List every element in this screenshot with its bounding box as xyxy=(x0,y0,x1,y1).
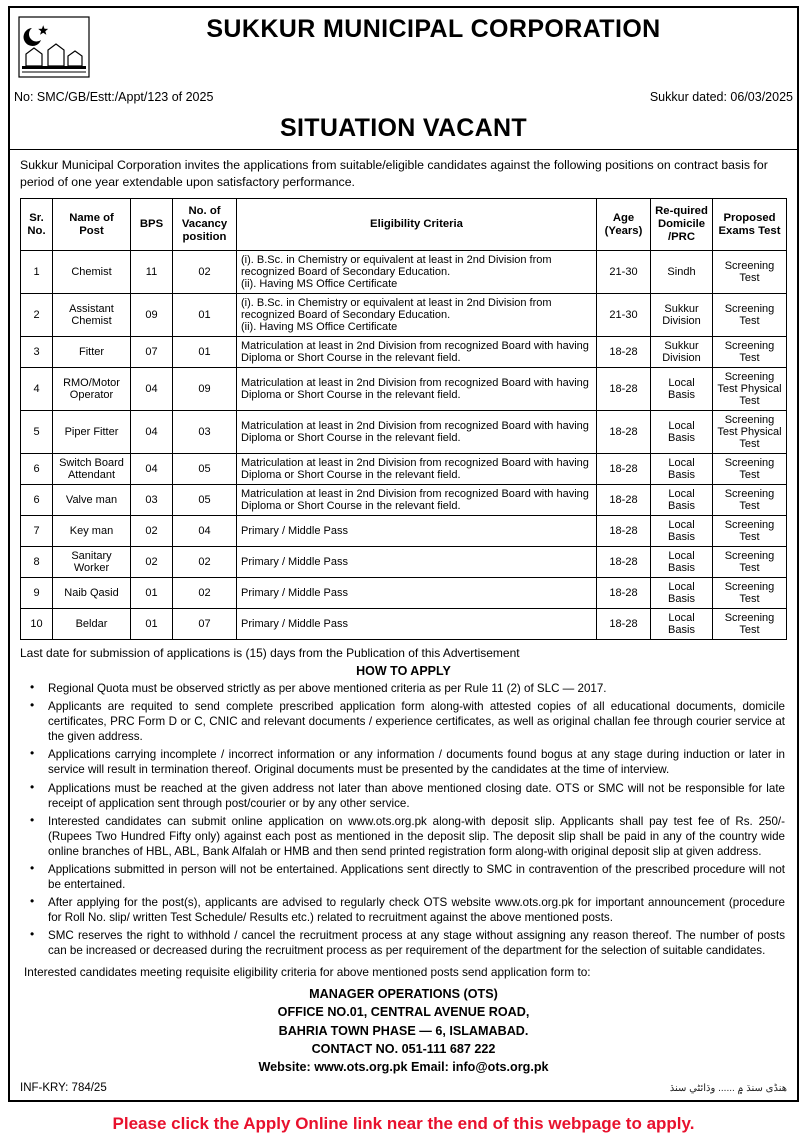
table-row xyxy=(21,547,787,578)
cell-exam: Screening Test xyxy=(713,454,787,485)
cell-sr-no: 4 xyxy=(21,368,53,411)
col-vacancy-position: No. of Vacancy position xyxy=(173,199,237,251)
cell-bps: 11 xyxy=(131,251,173,294)
cell-exam: Screening Test xyxy=(713,609,787,640)
apply-point: • Applications must be reached at the given address not later than above mentioned closing date. OTS or SMC will not be responsible for late receipt of application sent through post/courier or by any other service. xyxy=(38,781,785,811)
cell-post: Switch Board Attendant xyxy=(53,454,131,485)
table-row xyxy=(21,368,787,411)
apply-point: • After applying for the post(s), applicants are advised to regularly check OTS website www.ots.org.pk for important announcement (procedure for Roll No. slip/ written Test Schedule/ Results etc.) related to recruitment against the above mentioned posts. xyxy=(38,895,785,925)
table-row xyxy=(21,294,787,337)
cell-exam: Screening Test xyxy=(713,251,787,294)
apply-point: • Applicants are requited to send complete prescribed application form along-with attested copies of all educational documents, domicile certificates, PRC Form D or C, CNIC and relevant documents / experience certificates, as well as original challan fee through courier service at the given address. xyxy=(38,699,785,744)
cell-domicile: Local Basis xyxy=(651,411,713,454)
cell-vacancies: 02 xyxy=(173,251,237,294)
cell-exam: Screening Test Physical Test xyxy=(713,411,787,454)
cell-age: 18-28 xyxy=(597,578,651,609)
col-bps: BPS xyxy=(131,199,173,251)
cell-sr-no: 6 xyxy=(21,454,53,485)
cell-exam: Screening Test xyxy=(713,337,787,368)
table-row xyxy=(21,609,787,640)
cell-post: Beldar xyxy=(53,609,131,640)
intro-paragraph: Sukkur Municipal Corporation invites the applications from suitable/eligible candidates against the following positions on contract basis for period of one year extendable upon satisfactory performance. xyxy=(20,158,768,189)
cell-vacancies: 07 xyxy=(173,609,237,640)
cell-bps: 01 xyxy=(131,578,173,609)
cell-age: 21-30 xyxy=(597,294,651,337)
table-row xyxy=(21,454,787,485)
reference-number: No: SMC/GB/Estt:/Appt/123 of 2025 xyxy=(14,90,214,104)
cell-eligibility: Matriculation at least in 2nd Division from recognized Board with having Diploma or Short Course in the relevant field. xyxy=(237,485,597,516)
table-head xyxy=(21,199,787,251)
cell-sr-no: 8 xyxy=(21,547,53,578)
cell-bps: 01 xyxy=(131,609,173,640)
apply-point: • Interested candidates can submit online application on www.ots.org.pk along-with deposit slip. Applicants shall pay test fee of Rs. 250/- (Rupees Two Hundred Fifty only) against each post as mentioned in the deposit slip. The deposit slip shall be paid in any of the country wide online branches of HBL, ABL, Bank Alfalah or HMB and then send printed registration form along-with original deposit slip at given address. xyxy=(38,814,785,859)
contact-line-4: CONTACT NO. 051-111 687 222 xyxy=(311,1041,496,1056)
cell-domicile: Local Basis xyxy=(651,368,713,411)
cell-bps: 07 xyxy=(131,337,173,368)
table-row xyxy=(21,516,787,547)
cell-eligibility: Primary / Middle Pass xyxy=(237,609,597,640)
apply-point: • SMC reserves the right to withhold / cancel the recruitment process at any stage without assigning any reason thereof. The number of posts can be increased or decreased during the recruitment process as per requirement of the department for the selection of suitable candidates. xyxy=(38,928,785,958)
cell-bps: 04 xyxy=(131,368,173,411)
cell-sr-no: 7 xyxy=(21,516,53,547)
apply-online-note: Please click the Apply Online link near the end of this webpage to apply. xyxy=(112,1114,695,1134)
header-text xyxy=(90,14,787,44)
cell-sr-no: 2 xyxy=(21,294,53,337)
cell-eligibility: Primary / Middle Pass xyxy=(237,516,597,547)
col-eligibility-criteria: Eligibility Criteria xyxy=(237,199,597,251)
urdu-note: ھنڈی سنڌ ۾ ...... وڌائڻي سنڌ xyxy=(669,1083,787,1095)
cell-bps: 04 xyxy=(131,454,173,485)
advertisement-page xyxy=(0,6,807,1144)
cell-bps: 02 xyxy=(131,547,173,578)
cell-eligibility: Matriculation at least in 2nd Division from recognized Board with having Diploma or Short Course in the relevant field. xyxy=(237,454,597,485)
contact-line-3: BAHRIA TOWN PHASE — 6, ISLAMABAD. xyxy=(278,1023,529,1038)
table-row xyxy=(21,578,787,609)
cell-exam: Screening Test xyxy=(713,516,787,547)
cell-exam: Screening Test xyxy=(713,547,787,578)
cell-exam: Screening Test xyxy=(713,294,787,337)
how-to-apply-list xyxy=(10,681,797,958)
cell-domicile: Sukkur Division xyxy=(651,294,713,337)
cell-post: Piper Fitter xyxy=(53,411,131,454)
cell-exam: Screening Test xyxy=(713,578,787,609)
footer-row xyxy=(10,1078,797,1100)
cell-exam: Screening Test Physical Test xyxy=(713,368,787,411)
cell-domicile: Local Basis xyxy=(651,454,713,485)
cell-bps: 03 xyxy=(131,485,173,516)
cell-post: Sanitary Worker xyxy=(53,547,131,578)
cell-age: 21-30 xyxy=(597,251,651,294)
apply-point: • Applications submitted in person will not be entertained. Applications sent directly to SMC in contravention of the prescribed procedure will not be entertained. xyxy=(38,862,785,892)
cell-bps: 09 xyxy=(131,294,173,337)
cell-age: 18-28 xyxy=(597,485,651,516)
contact-line-2: OFFICE NO.01, CENTRAL AVENUE ROAD, xyxy=(277,1005,530,1020)
cell-sr-no: 10 xyxy=(21,609,53,640)
cell-sr-no: 9 xyxy=(21,578,53,609)
cell-vacancies: 02 xyxy=(173,578,237,609)
apply-point: • Regional Quota must be observed strictly as per above mentioned criteria as per Rule 11 (2) of SLC — 2017. xyxy=(38,681,785,696)
cell-post: Valve man xyxy=(53,485,131,516)
cell-age: 18-28 xyxy=(597,454,651,485)
cell-age: 18-28 xyxy=(597,516,651,547)
cell-bps: 02 xyxy=(131,516,173,547)
table-header-row xyxy=(21,199,787,251)
cell-eligibility: Primary / Middle Pass xyxy=(237,578,597,609)
cell-sr-no: 1 xyxy=(21,251,53,294)
cell-age: 18-28 xyxy=(597,337,651,368)
how-to-apply-title: HOW TO APPLY xyxy=(356,664,451,679)
col-domicile: Re-quired Domicile /PRC xyxy=(651,199,713,251)
cell-domicile: Local Basis xyxy=(651,547,713,578)
cell-post: Assistant Chemist xyxy=(53,294,131,337)
vacancy-table xyxy=(20,198,787,640)
contact-line-1: MANAGER OPERATIONS (OTS) xyxy=(309,987,498,1002)
cell-age: 18-28 xyxy=(597,411,651,454)
cell-vacancies: 02 xyxy=(173,547,237,578)
last-date-text: Last date for submission of applications is (15) days from the Publication of this Advertisement xyxy=(20,646,520,661)
cell-age: 18-28 xyxy=(597,368,651,411)
cell-domicile: Local Basis xyxy=(651,609,713,640)
cell-eligibility: Matriculation at least in 2nd Division from recognized Board with having Diploma or Short Course in the relevant field. xyxy=(237,368,597,411)
dated-text: Sukkur dated: 06/03/2025 xyxy=(649,90,793,104)
cell-domicile: Local Basis xyxy=(651,578,713,609)
contact-block xyxy=(10,985,797,1076)
table-row xyxy=(21,251,787,294)
cell-bps: 04 xyxy=(131,411,173,454)
inf-number: INF-KRY: 784/25 xyxy=(20,1082,107,1095)
col-proposed-exam: Proposed Exams Test xyxy=(713,199,787,251)
cell-vacancies: 04 xyxy=(173,516,237,547)
header xyxy=(10,8,797,78)
cell-sr-no: 3 xyxy=(21,337,53,368)
cell-age: 18-28 xyxy=(597,609,651,640)
cell-eligibility: Matriculation at least in 2nd Division from recognized Board with having Diploma or Short Course in the relevant field. xyxy=(237,337,597,368)
cell-eligibility: (i). B.Sc. in Chemistry or equivalent at least in 2nd Division from recognized Board of Secondary Education. (ii). Having MS Office Certificate xyxy=(237,251,597,294)
cell-post: Naib Qasid xyxy=(53,578,131,609)
page-title: SITUATION VACANT xyxy=(280,114,527,142)
cell-vacancies: 03 xyxy=(173,411,237,454)
cell-eligibility: (i). B.Sc. in Chemistry or equivalent at least in 2nd Division from recognized Board of Secondary Education. (ii). Having MS Office Certificate xyxy=(237,294,597,337)
apply-point: • Applications carrying incomplete / incorrect information or any information / documents found bogus at any stage during induction or later in service will result in termination thereof. Original documents must be presented by the candidates at the time of interview. xyxy=(38,747,785,777)
cell-sr-no: 6 xyxy=(21,485,53,516)
cell-exam: Screening Test xyxy=(713,485,787,516)
col-name-of-post: Name of Post xyxy=(53,199,131,251)
smc-logo-icon xyxy=(18,16,90,78)
table-row xyxy=(21,411,787,454)
cell-vacancies: 01 xyxy=(173,337,237,368)
cell-age: 18-28 xyxy=(597,547,651,578)
cell-domicile: Local Basis xyxy=(651,516,713,547)
cell-post: Fitter xyxy=(53,337,131,368)
contact-line-5: Website: www.ots.org.pk Email: info@ots.org.pk xyxy=(258,1060,549,1075)
cell-eligibility: Matriculation at least in 2nd Division from recognized Board with having Diploma or Short Course in the relevant field. xyxy=(237,411,597,454)
cell-vacancies: 01 xyxy=(173,294,237,337)
cell-vacancies: 09 xyxy=(173,368,237,411)
cell-post: Chemist xyxy=(53,251,131,294)
ad-frame xyxy=(8,6,799,1102)
col-age: Age (Years) xyxy=(597,199,651,251)
cell-vacancies: 05 xyxy=(173,454,237,485)
table-body xyxy=(21,251,787,640)
closing-line: Interested candidates meeting requisite eligibility criteria for above mentioned posts send application form to: xyxy=(24,965,591,980)
corporation-title: SUKKUR MUNICIPAL CORPORATION xyxy=(206,15,661,43)
cell-post: RMO/Motor Operator xyxy=(53,368,131,411)
cell-post: Key man xyxy=(53,516,131,547)
cell-domicile: Sindh xyxy=(651,251,713,294)
table-row xyxy=(21,337,787,368)
reference-row xyxy=(10,90,797,104)
cell-eligibility: Primary / Middle Pass xyxy=(237,547,597,578)
table-row xyxy=(21,485,787,516)
cell-domicile: Sukkur Division xyxy=(651,337,713,368)
col-sr-no: Sr. No. xyxy=(21,199,53,251)
cell-vacancies: 05 xyxy=(173,485,237,516)
cell-sr-no: 5 xyxy=(21,411,53,454)
cell-domicile: Local Basis xyxy=(651,485,713,516)
